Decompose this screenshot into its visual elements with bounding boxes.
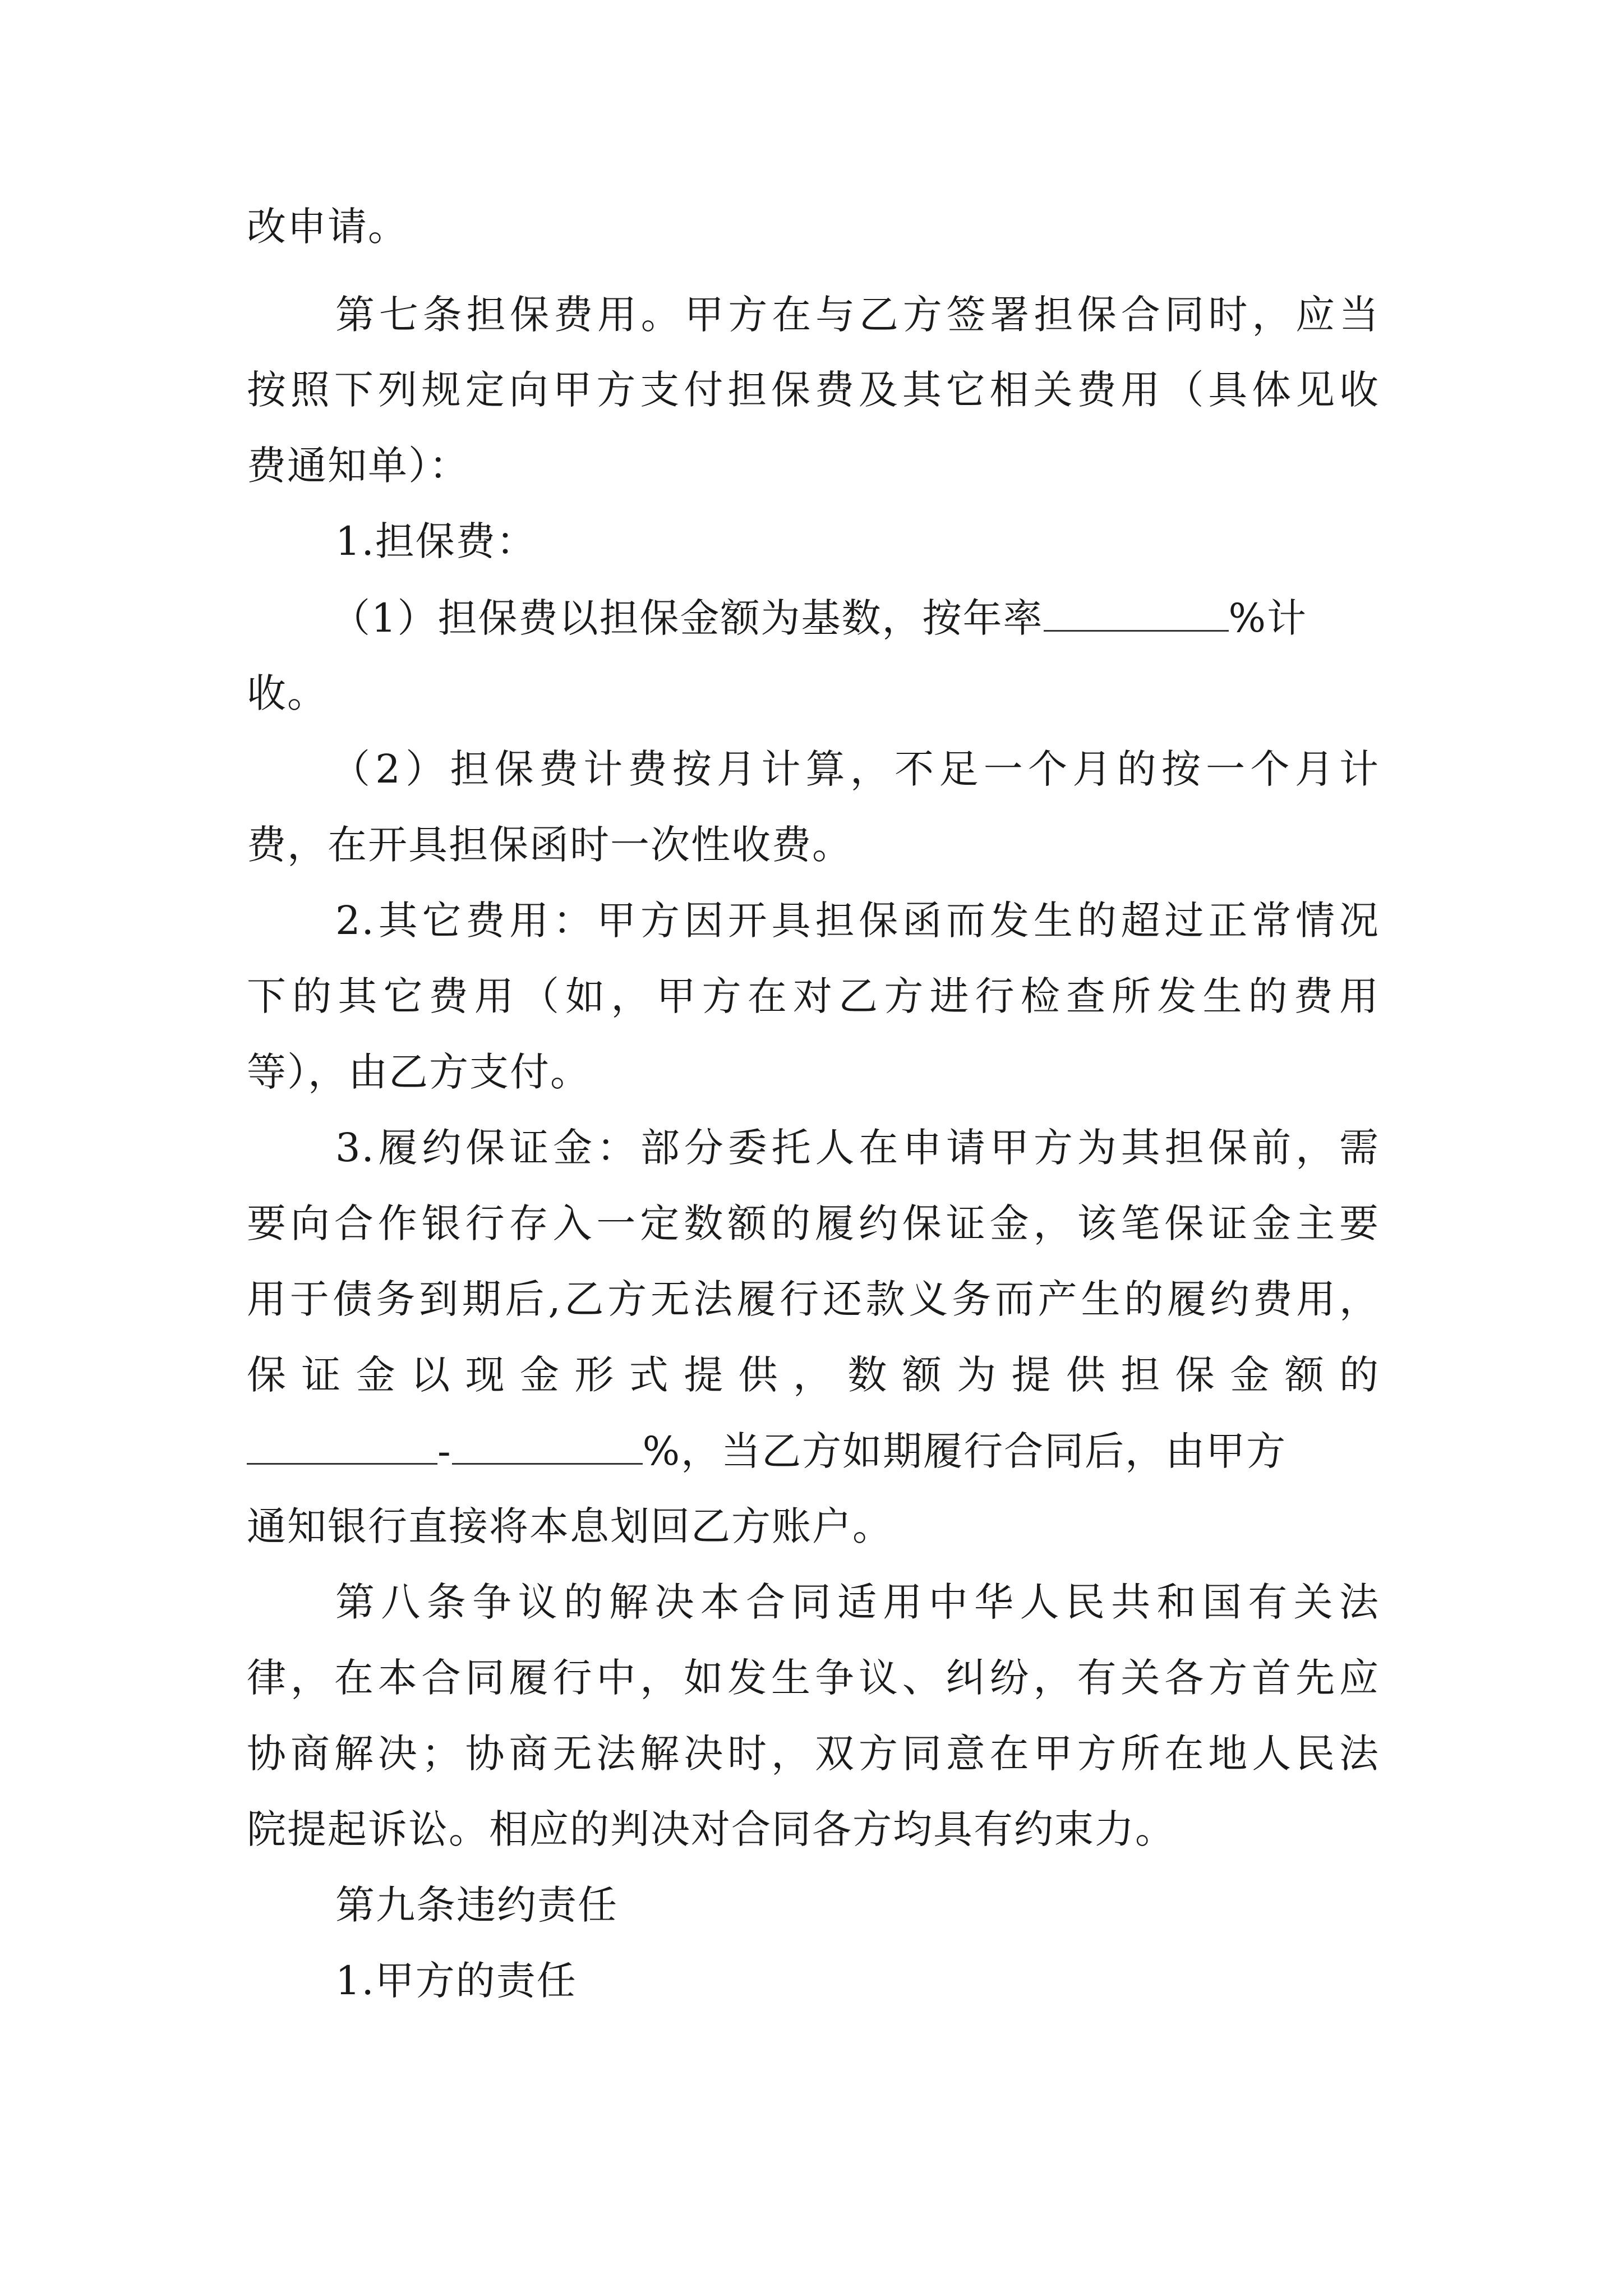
rate-text: （1）担保费以担保金额为基数，按年率 (331, 595, 1044, 641)
percent-text: %计 (1228, 595, 1308, 641)
annual-rate-blank (1044, 595, 1229, 632)
text-line: 院提起诉讼。相应的判决对合同各方均具有约束力。 (247, 1806, 1175, 1852)
text-line-bond-range (247, 1428, 1380, 1473)
text-line: 等），由乙方支付。 (247, 1049, 591, 1095)
text-line: 要向合作银行存入一定数额的履约保证金，该笔保证金主要 (247, 1200, 1380, 1246)
text-line: 用于债务到期后,乙方无法履行还款义务而产生的履约费用， (247, 1276, 1380, 1322)
text-line: 协商解决；协商无法解决时，双方同意在甲方所在地人民法 (247, 1731, 1380, 1777)
text-line: 改申请。 (247, 204, 408, 250)
text-line: （2）担保费计费按月计算，不足一个月的按一个月计 (331, 746, 1380, 792)
bond-min-blank (247, 1428, 437, 1465)
text-line: 律，在本合同履行中，如发生争议、纠纷，有关各方首先应 (247, 1655, 1380, 1701)
text-line-annual-rate (331, 595, 1380, 640)
text-line: 收。 (247, 670, 328, 716)
article-7-heading-line: 第七条担保费用。甲方在与乙方签署担保合同时，应当 (335, 292, 1380, 338)
text-line: 通知银行直接将本息划回乙方账户。 (247, 1503, 893, 1549)
range-dash: - (437, 1428, 452, 1474)
text-line: 下的其它费用（如，甲方在对乙方进行检查所发生的费用 (247, 973, 1380, 1019)
bond-max-blank (452, 1428, 643, 1465)
article-9-heading: 第九条违约责任 (335, 1882, 618, 1928)
text-line: 费，在开具担保函时一次性收费。 (247, 822, 852, 868)
article-8-heading-line: 第八条争议的解决本合同适用中华人民共和国有关法 (335, 1579, 1380, 1625)
text-line: 费通知单）： (247, 443, 469, 489)
list-item-other-fees: 2.其它费用：甲方因开具担保函而发生的超过正常情况 (335, 898, 1380, 944)
bond-range-text: %，当乙方如期履行合同后，由甲方 (642, 1428, 1287, 1474)
text-line: 保证金以现金形式提供，数额为提供担保金额的 (247, 1352, 1380, 1398)
list-item-performance-bond: 3.履约保证金：部分委托人在申请甲方为其担保前，需 (335, 1125, 1380, 1171)
list-item-party-a-liability: 1.甲方的责任 (335, 1958, 577, 2004)
list-item-guarantee-fee: 1.担保费： (335, 518, 537, 564)
text-line: 按照下列规定向甲方支付担保费及其它相关费用（具体见收 (247, 367, 1380, 413)
